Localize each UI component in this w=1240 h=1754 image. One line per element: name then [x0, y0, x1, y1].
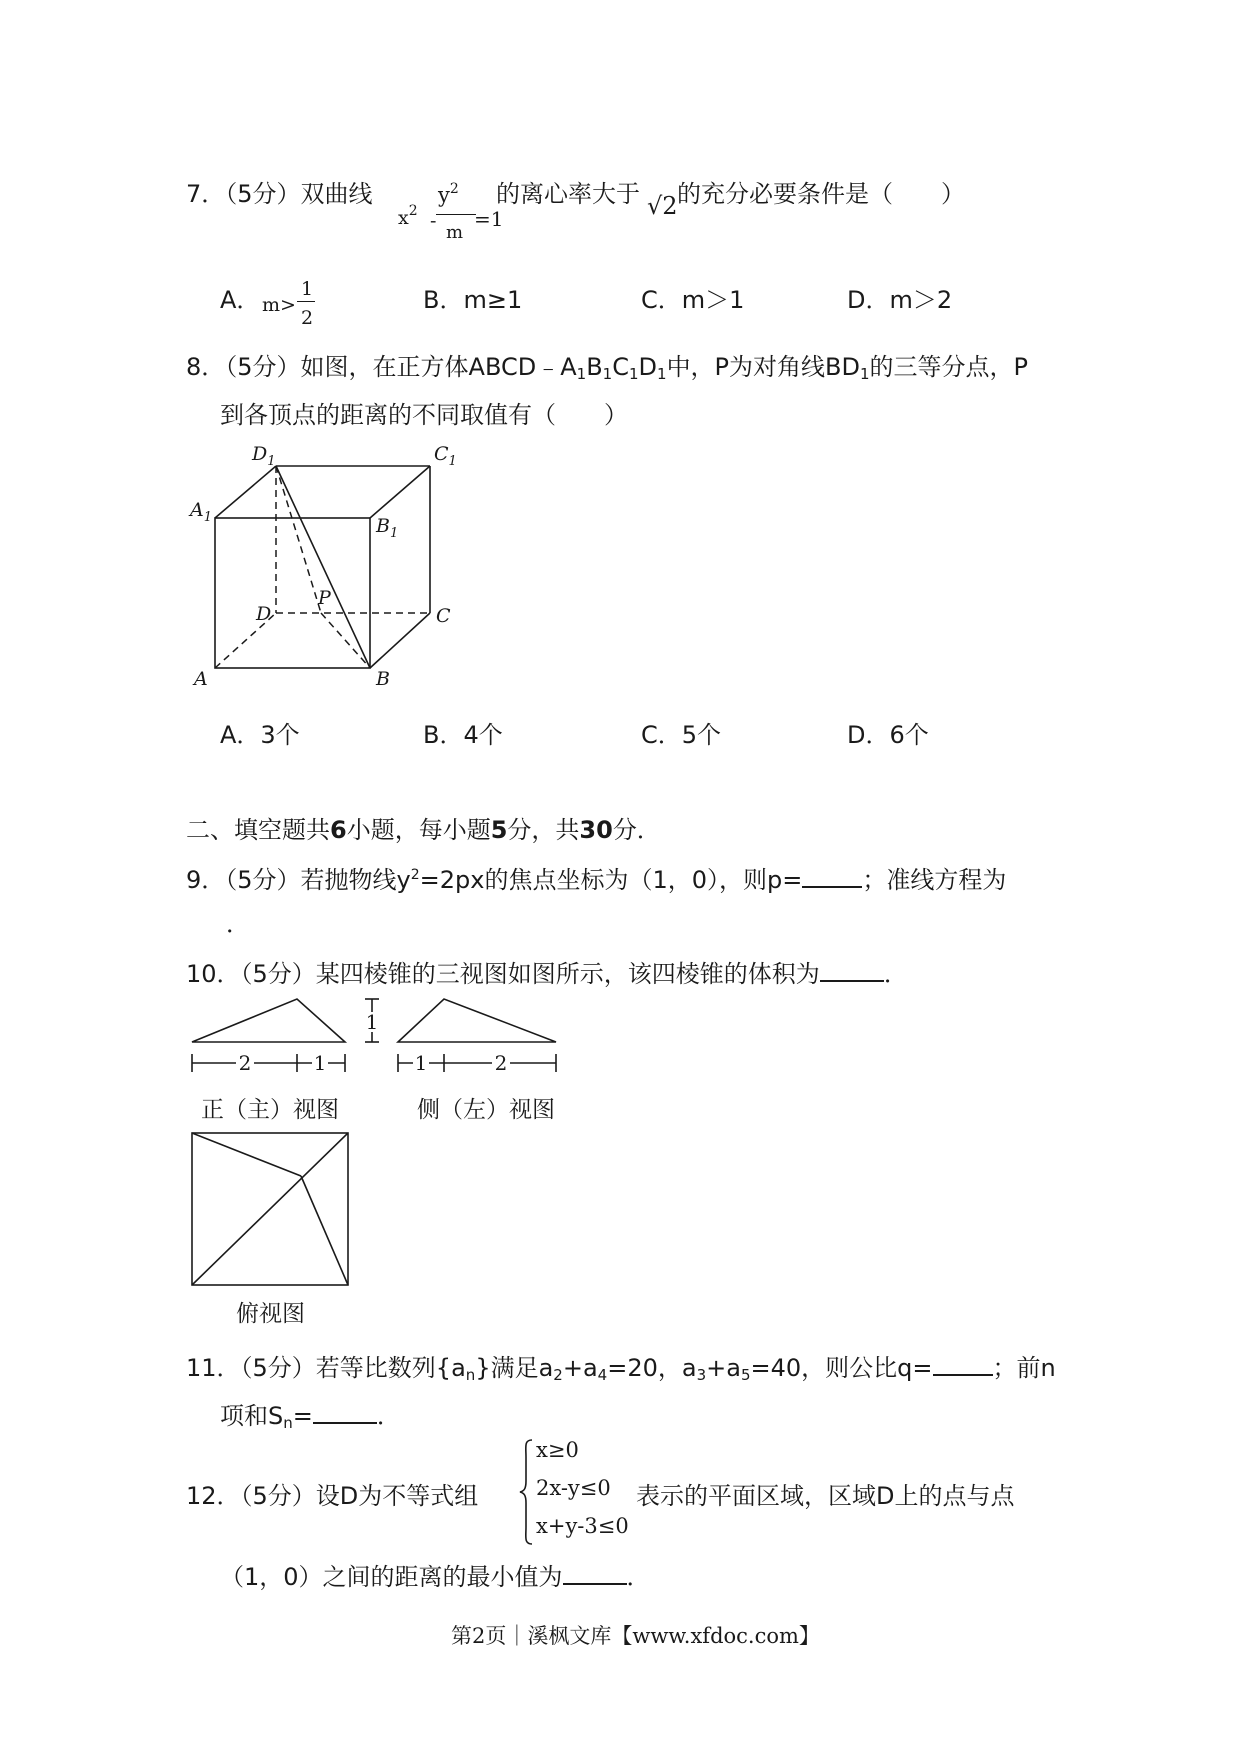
- cube-hidden-pb: [321, 613, 370, 668]
- q7-fraction-bar: [436, 214, 476, 215]
- section2-heading: 二、填空题共6小题，每小题5分，共30分．: [186, 816, 661, 844]
- top-view-edge1: [192, 1133, 301, 1176]
- q8-option-a: A．3个: [220, 721, 300, 749]
- q7-option-d: D．m＞2: [847, 286, 953, 314]
- q10-blank-volume[interactable]: [820, 960, 884, 982]
- q7-option-a-den: 2: [301, 307, 314, 329]
- q7-option-a-m: m>: [262, 294, 296, 316]
- q9-line1: 9．（5分）若抛物线$y^2=2px$的焦点坐标为（1，0），则p= ；准线方程为: [186, 866, 1007, 894]
- side-view-triangle: [398, 999, 556, 1042]
- q7-formula-x: $x^2$: [398, 203, 418, 229]
- q7-option-c: C．m＞1: [641, 286, 745, 314]
- q11-blank-q[interactable]: [933, 1354, 993, 1376]
- cube-front-face: [215, 518, 370, 668]
- cube-diagonal-d1b: [276, 466, 370, 668]
- q12-inequality-3: x+y-3≤0: [536, 1514, 629, 1538]
- q7-option-a-num: 1: [301, 278, 314, 300]
- q10-three-views-figure: [180, 990, 580, 1320]
- front-view-caption: 正（主）视图: [201, 1097, 339, 1123]
- q8-option-b: B．4个: [423, 721, 503, 749]
- cube-hidden-d1p: [276, 466, 321, 613]
- q10-line: 10．（5分）某四棱锥的三视图如图所示，该四棱锥的体积为 ．: [186, 960, 908, 988]
- front-dim-1: 1: [313, 1051, 327, 1075]
- label-b: B: [376, 668, 390, 690]
- q11-blank-sn[interactable]: [313, 1402, 377, 1424]
- q8-option-c: C．5个: [641, 721, 722, 749]
- top-view-diagonal: [192, 1133, 348, 1285]
- q7-text-tail: 的充分必要条件是（ ）: [677, 180, 965, 208]
- q8-option-d: D．6个: [847, 721, 929, 749]
- side-dim-1: 1: [414, 1051, 428, 1075]
- q7-option-b: B．m≥1: [423, 286, 523, 314]
- label-p: P: [318, 587, 331, 609]
- label-c1: $C_1$: [434, 443, 457, 469]
- q7-option-a-bar: [297, 301, 315, 302]
- q9-blank-p[interactable]: [802, 866, 862, 888]
- top-view-caption: 俯视图: [236, 1301, 305, 1327]
- q9-line2: ．: [220, 912, 250, 936]
- q7-sqrt2: √2: [647, 192, 678, 220]
- q12-inequality-1: x≥0: [536, 1438, 579, 1462]
- cube-edge-b1c1: [370, 466, 430, 518]
- q11-line1: 11．（5分）若等比数列$\{a_n\}$满足$a_2+a_4=20$，$a_3+a_5=40$，则公比q= ；前n: [186, 1354, 1056, 1384]
- q7-formula-eq1: =1: [474, 207, 504, 231]
- q7-stem: 7．（5分）双曲线: [186, 180, 373, 208]
- side-view-caption: 侧（左）视图: [417, 1097, 555, 1123]
- front-view-triangle: [192, 999, 345, 1042]
- q7-formula-m: m: [446, 222, 464, 243]
- label-d: D: [256, 603, 272, 625]
- q12-line1b: 表示的平面区域，区域D上的点与点: [636, 1482, 1015, 1510]
- label-a1: $A_1$: [190, 499, 213, 525]
- q7-formula-minus: -: [430, 210, 437, 232]
- q7-text-mid: 的离心率大于: [496, 180, 640, 208]
- q12-inequality-2: 2x-y≤0: [536, 1476, 611, 1500]
- q11-line2: 项和$S_n=$ ．: [220, 1402, 401, 1432]
- side-dim-2: 2: [494, 1051, 508, 1075]
- label-c: C: [436, 605, 451, 627]
- q12-blank-distance[interactable]: [563, 1563, 627, 1585]
- q12-line2: （1，0）之间的距离的最小值为 ．: [220, 1563, 651, 1591]
- label-a: A: [194, 668, 208, 690]
- label-b1: $B_1$: [376, 515, 399, 541]
- q7-option-a-label: A．: [220, 286, 261, 314]
- q8-line1: 8．（5分）如图，在正方体$ABCD﹣A_1B_1C_1D_1$中，P为对角线$BD_1$的三等分点，P: [186, 353, 1029, 383]
- q8-cube-figure: [180, 440, 470, 690]
- front-dim-2: 2: [238, 1051, 252, 1075]
- cube-edge-a1d1: [215, 466, 276, 518]
- top-view-edge2: [301, 1176, 348, 1285]
- cube-edge-bc: [370, 613, 430, 668]
- q8-line2: 到各顶点的距离的不同取值有（ ）: [220, 401, 628, 429]
- q7-formula-y: $y^2$: [438, 181, 459, 207]
- q12-line1a: 12．（5分）设D为不等式组: [186, 1482, 479, 1510]
- page-footer: 第2页｜溪枫文库【www.xfdoc.com】: [451, 1624, 820, 1648]
- q12-brace: [518, 1437, 534, 1547]
- label-d1: $D_1$: [252, 443, 276, 469]
- height-dim-1: 1: [365, 1010, 379, 1034]
